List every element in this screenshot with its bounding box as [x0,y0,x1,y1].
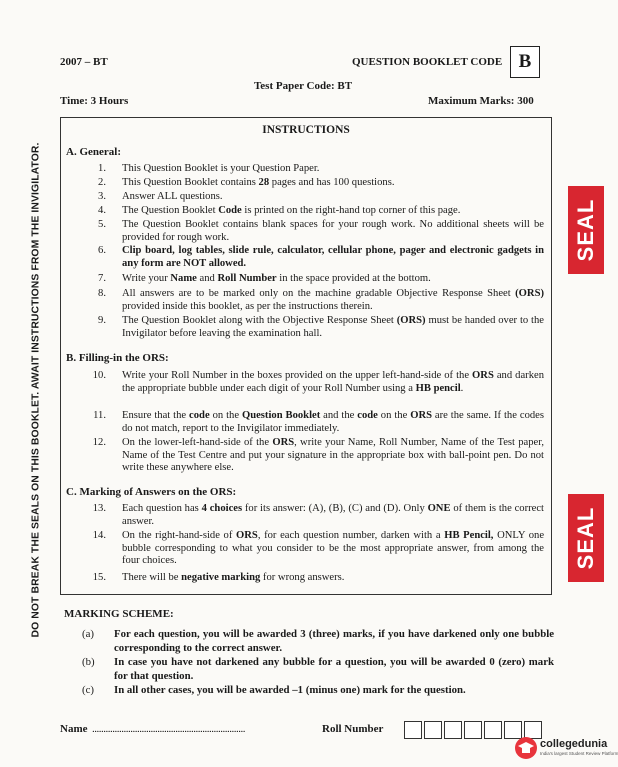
marking-scheme-heading: MARKING SCHEME: [64,608,174,620]
instruction-text: All answers are to be marked only on the machine gradable Objective Response Sheet (ORS) provided inside this booklet, as per the instructions therein. [122,288,544,312]
paper-id: 2007 – BT [60,56,108,68]
instruction-number: 6. [98,245,106,256]
instruction-text: Each question has 4 choices for its answer: (A), (B), (C) and (D). Only ONE of them is the correct answer. [122,503,544,527]
booklet-code: B [510,46,540,78]
instructions-title: INSTRUCTIONS [262,124,350,136]
instruction-text: The Question Booklet along with the Objective Response Sheet (ORS) must be handed over to the Invigilator before leaving the examination hall. [122,315,544,339]
roll-number-box[interactable] [484,721,502,739]
marking-scheme-label: (a) [82,628,94,640]
marking-scheme-label: (b) [82,656,95,668]
instruction-text: Clip board, log tables, slide rule, calculator, cellular phone, pager and electronic gadgets in any form are NOT allowed. [122,245,544,269]
instruction-number: 9. [98,315,106,326]
roll-number-box[interactable] [464,721,482,739]
name-label: Name [60,723,88,735]
booklet-code-label: QUESTION BOOKLET CODE [352,56,503,68]
name-dots[interactable]: .................................................................... [92,723,245,735]
instruction-number: 4. [98,205,106,216]
side-warning [22,90,50,690]
logo-tagline: India's largest Student Review Platform [540,751,618,756]
marking-scheme-text: In all other cases, you will be awarded –1 (minus one) mark for the question. [114,684,466,696]
instruction-number: 3. [98,191,106,202]
maximum-marks: Maximum Marks: 300 [428,95,534,107]
seal-top-text: SEAL [573,198,598,262]
instruction-text: On the lower-left-hand-side of the ORS, write your Name, Roll Number, Name of the Test paper, Name of the Test Centre and put your signature in the appropriate box with ball-point pen. Do not write these anywhere else. [122,437,544,474]
graduate-icon [514,736,538,760]
roll-number-label: Roll Number [322,723,384,735]
instruction-number: 1. [98,163,106,174]
instruction-number: 8. [98,288,106,299]
section-general-heading: A. General: [66,146,121,158]
roll-number-box[interactable] [404,721,422,739]
instruction-text: Write your Name and Roll Number in the space provided at the bottom. [122,273,431,284]
time-allowed: Time: 3 Hours [60,95,129,107]
logo-name: collegedunia [540,738,608,750]
instruction-number: 15. [92,572,106,583]
instruction-text: This Question Booklet contains 28 pages and has 100 questions. [122,177,395,188]
section-filling-heading: B. Filling-in the ORS: [66,352,169,364]
instruction-number: 5. [98,219,106,230]
instruction-text: The Question Booklet Code is printed on the right-hand top corner of this page. [122,205,461,216]
instruction-text: Answer ALL questions. [122,191,223,202]
roll-number-box[interactable] [444,721,462,739]
roll-number-box[interactable] [424,721,442,739]
instruction-text: Ensure that the code on the Question Booklet and the code on the ORS are the same. If the codes do not match, report to the Invigilator immediately. [122,410,544,434]
instruction-number: 12. [92,437,106,448]
collegedunia-logo [512,730,618,766]
side-warning-text: DO NOT BREAK THE SEALS ON THIS BOOKLET. AWAIT INSTRUCTIONS FROM THE INVIGILATOR. [30,142,42,638]
test-paper-code: Test Paper Code: BT [253,80,353,92]
seal-bottom-text: SEAL [573,506,598,570]
section-marking-heading: C. Marking of Answers on the ORS: [66,486,237,498]
marking-scheme-text: In case you have not darkened any bubble for a question, you will be awarded 0 (zero) mark for that question. [114,656,554,682]
instruction-text: On the right-hand-side of ORS, for each question number, darken with a HB Pencil, ONLY one bubble corresponding to what you consider to be the most appropriate answer, from among the four choices. [122,530,545,567]
seal-top [568,186,604,274]
instruction-number: 10. [92,370,106,381]
instruction-text: The Question Booklet contains blank spaces for your rough work. No additional sheets will be provided for rough work. [122,219,544,243]
instruction-text: Write your Roll Number in the boxes provided on the upper left-hand-side of the ORS and darken the appropriate bubble under each digit of your Roll Number using a HB pencil. [122,370,544,394]
instruction-number: 11. [93,410,106,421]
instruction-number: 7. [98,273,106,284]
seal-bottom [568,494,604,582]
marking-scheme-label: (c) [82,684,94,696]
instruction-text: There will be negative marking for wrong answers. [122,572,345,583]
instruction-number: 14. [92,530,106,541]
marking-scheme-text: For each question, you will be awarded 3 (three) marks, if you have darkened only one bubble corresponding to the correct answer. [114,628,554,654]
instruction-number: 13. [92,503,106,514]
instruction-text: This Question Booklet is your Question Paper. [122,163,320,174]
instruction-number: 2. [98,177,106,188]
